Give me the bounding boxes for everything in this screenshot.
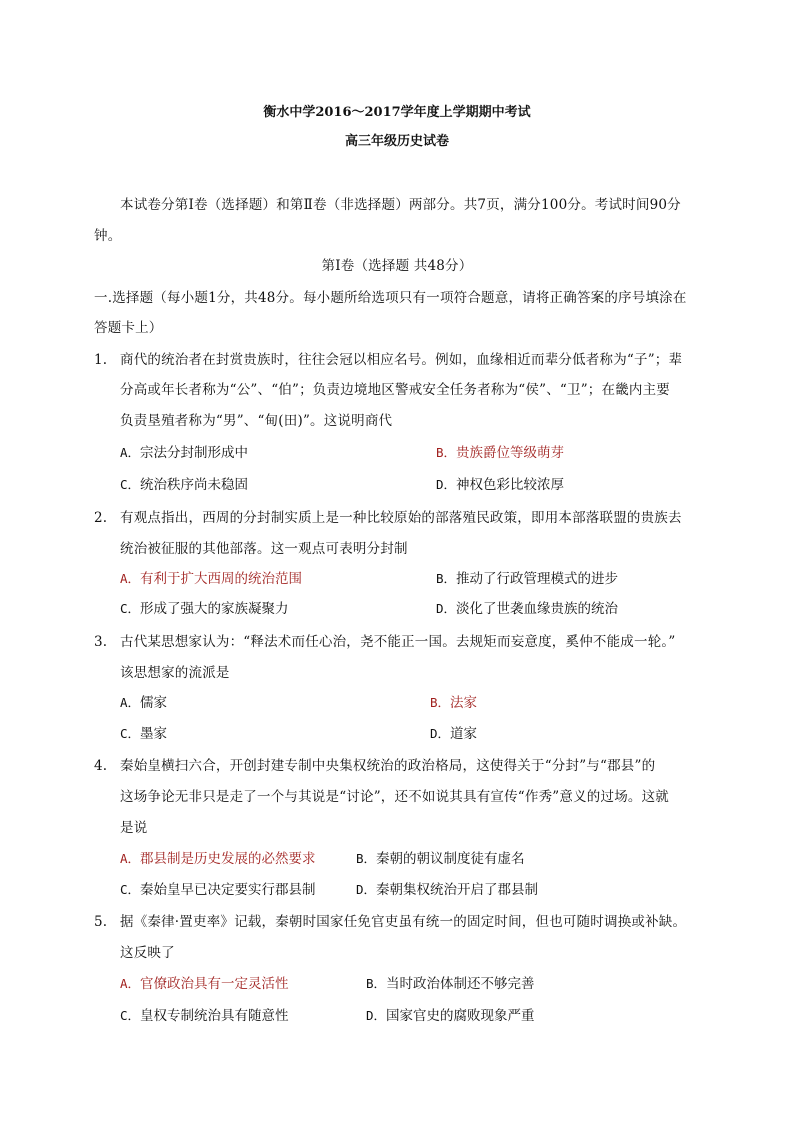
- option-key: B．: [356, 851, 377, 866]
- question-text-line: 有观点指出，西周的分封制实质上是一种比较原始的部落殖民政策，即用本部落联盟的贵族去: [120, 510, 682, 526]
- option-key: B．: [436, 445, 457, 460]
- option-a[interactable]: [120, 693, 167, 713]
- question-number: 1.: [94, 352, 108, 368]
- question-number: 5.: [94, 914, 108, 930]
- option-text: 皇权专制统治具有随意性: [140, 1008, 289, 1024]
- option-c[interactable]: [120, 475, 248, 495]
- question-text-line: 这反映了: [120, 945, 175, 961]
- option-key: D．: [436, 601, 457, 616]
- option-key: C．: [120, 882, 141, 897]
- intro-line-2: 钟。: [94, 228, 122, 244]
- option-key: C．: [120, 477, 141, 492]
- question-text-line: 古代某思想家认为：“释法术而任心治，尧不能正一国。去规矩而妄意度，奚仲不能成一轮。”: [120, 634, 676, 650]
- exam-subtitle: 高三年级历史试卷: [344, 134, 449, 149]
- option-c[interactable]: [120, 1006, 289, 1026]
- option-key: D．: [356, 882, 377, 897]
- question-number: 3.: [94, 634, 108, 650]
- option-c[interactable]: [120, 599, 289, 619]
- option-key: D．: [366, 1008, 387, 1023]
- option-text: 郡县制是历史发展的必然要求: [140, 851, 316, 867]
- option-key: B．: [366, 976, 387, 991]
- option-key: B．: [430, 695, 451, 710]
- option-d[interactable]: [430, 724, 477, 744]
- option-text: 统治秩序尚未稳固: [140, 477, 249, 493]
- option-c[interactable]: [120, 880, 316, 900]
- option-text: 有利于扩大西周的统治范围: [140, 571, 303, 587]
- question-text-line: 负责垦殖者称为“男”、“甸(田)”。这说明商代: [120, 413, 393, 429]
- option-key: C．: [120, 726, 141, 741]
- option-key: A．: [120, 445, 141, 460]
- option-a-correct[interactable]: [120, 849, 316, 869]
- option-key: C．: [120, 1008, 141, 1023]
- option-key: A．: [120, 976, 141, 991]
- option-a-correct[interactable]: [120, 974, 289, 994]
- option-b[interactable]: [436, 569, 618, 589]
- option-b[interactable]: [356, 849, 525, 869]
- option-text: 贵族爵位等级萌芽: [456, 445, 565, 461]
- option-d[interactable]: [436, 475, 564, 495]
- option-key: B．: [436, 571, 457, 586]
- question-number: 4.: [94, 758, 108, 774]
- option-text: 淡化了世袭血缘贵族的统治: [456, 601, 619, 617]
- question-text-line: 该思想家的流派是: [120, 665, 230, 681]
- option-text: 神权色彩比较浓厚: [456, 477, 565, 493]
- option-c[interactable]: [120, 724, 167, 744]
- option-d[interactable]: [436, 599, 618, 619]
- option-a[interactable]: [120, 443, 248, 463]
- option-text: 国家官史的腐败现象严重: [386, 1008, 535, 1024]
- option-text: 官僚政治具有一定灵活性: [140, 976, 289, 992]
- option-a-correct[interactable]: [120, 569, 302, 589]
- section-title: 第Ⅰ卷（选择题 共48分）: [321, 258, 473, 274]
- option-d[interactable]: [366, 1006, 535, 1026]
- option-text: 宗法分封制形成中: [140, 445, 249, 461]
- question-text-line: 这场争论无非只是走了一个与其说是“讨论”，还不如说其具有宣传“作秀”意义的过场。这就: [120, 789, 670, 805]
- option-text: 推动了行政管理模式的进步: [456, 571, 619, 587]
- option-key: D．: [430, 726, 451, 741]
- question-text-line: 分高或年长者称为“公”、“伯”；负责边境地区警戒安全任务者称为“侯”、“卫”；在畿内主要: [120, 382, 671, 398]
- option-b[interactable]: [366, 974, 535, 994]
- option-key: C．: [120, 601, 141, 616]
- intro-line-1: 本试卷分第Ⅰ卷（选择题）和第Ⅱ卷（非选择题）两部分。共7页，满分100分。考试时间90分: [120, 197, 681, 213]
- question-text-line: 据《秦律·置吏率》记载，秦朝时国家任免官吏虽有统一的固定时间，但也可随时调换或补缺。: [120, 914, 687, 930]
- option-b-correct[interactable]: [430, 693, 477, 713]
- section-instructions-1: 一.选择题（每小题1分，共48分。每小题所给选项只有一项符合题意，请将正确答案的序号填涂在: [94, 290, 687, 306]
- option-text: 当时政治体制还不够完善: [386, 976, 535, 992]
- option-key: A．: [120, 695, 141, 710]
- option-b-correct[interactable]: [436, 443, 564, 463]
- question-text-line: 秦始皇横扫六合，开创封建专制中央集权统治的政治格局，这使得关于“分封”与“郡县”的: [120, 758, 656, 774]
- option-text: 道家: [450, 726, 478, 742]
- section-instructions-2: 答题卡上）: [94, 320, 163, 336]
- option-text: 墨家: [140, 726, 168, 742]
- option-key: A．: [120, 851, 141, 866]
- option-text: 秦朝集权统治开启了郡县制: [376, 882, 539, 898]
- question-text-line: 是说: [120, 820, 148, 836]
- question-number: 2.: [94, 510, 108, 526]
- option-key: A．: [120, 571, 141, 586]
- option-text: 秦朝的朝议制度徒有虚名: [376, 851, 525, 867]
- option-text: 儒家: [140, 695, 168, 711]
- option-text: 法家: [450, 695, 478, 711]
- option-key: D．: [436, 477, 457, 492]
- exam-title: 衡水中学2016～2017学年度上学期期中考试: [263, 105, 531, 120]
- question-text-line: 商代的统治者在封赏贵族时，往往会冠以相应名号。例如，血缘相近而辈分低者称为“子”；辈: [120, 352, 683, 368]
- option-text: 秦始皇早已决定要实行郡县制: [140, 882, 316, 898]
- question-text-line: 统治被征服的其他部落。这一观点可表明分封制: [120, 541, 408, 557]
- option-d[interactable]: [356, 880, 538, 900]
- option-text: 形成了强大的家族凝聚力: [140, 601, 289, 617]
